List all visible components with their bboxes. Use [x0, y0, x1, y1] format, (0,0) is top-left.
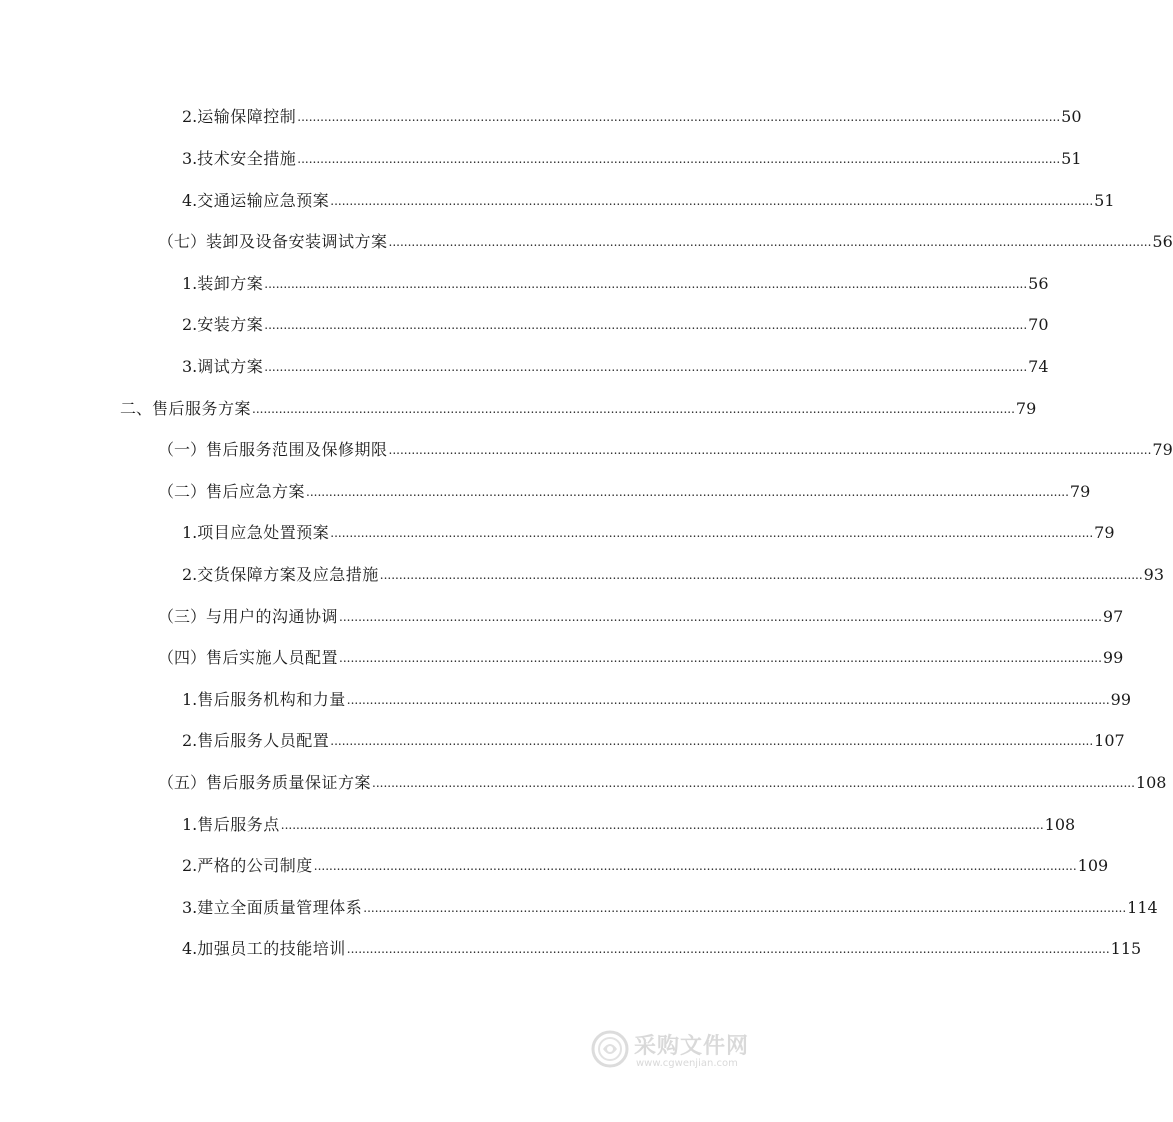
toc-entry-page: 70	[1028, 315, 1049, 334]
toc-entry[interactable]	[182, 888, 1158, 928]
toc-entry-page: 79	[1015, 399, 1037, 418]
toc-entry-number: （二）	[158, 482, 207, 501]
toc-entry-page: 56	[1152, 232, 1173, 251]
toc-leader-dots: ........................................................................................................................................................................................................	[330, 734, 1094, 748]
toc-entry-number: 2.	[182, 565, 198, 584]
toc-entry-page: 79	[1069, 482, 1091, 501]
toc-leader-dots: ........................................................................................................................................................................................................	[388, 443, 1152, 457]
toc-entry[interactable]	[182, 680, 1132, 720]
toc-entry-page: 56	[1028, 274, 1049, 293]
toc-entry-title: 与用户的沟通协调	[206, 607, 339, 626]
toc-entry[interactable]	[158, 222, 1173, 262]
toc-entry[interactable]	[182, 305, 1049, 345]
toc-entry-number: 2.	[182, 731, 198, 750]
toc-entry-page: 79	[1094, 523, 1115, 542]
toc-entry-title: 交货保障方案及应急措施	[197, 565, 379, 584]
toc-entry[interactable]	[182, 97, 1082, 137]
toc-leader-dots: ........................................................................................................................................................................................................	[306, 485, 1069, 499]
toc-entry-number: （四）	[158, 648, 207, 667]
toc-leader-dots: ........................................................................................................................................................................................................	[346, 942, 1110, 956]
watermark-url: www.cgwenjian.com	[636, 1058, 738, 1069]
toc-entry[interactable]	[158, 638, 1124, 678]
toc-entry[interactable]	[158, 472, 1091, 512]
toc-entry-page: 108	[1044, 815, 1076, 834]
toc-entry-title: 安装方案	[197, 315, 264, 334]
toc-entry-title: 运输保障控制	[197, 107, 297, 126]
toc-entry[interactable]	[182, 347, 1049, 387]
toc-leader-dots: ........................................................................................................................................................................................................	[330, 194, 1094, 208]
toc-entry-title: 售后应急方案	[206, 482, 306, 501]
toc-leader-dots: ........................................................................................................................................................................................................	[297, 110, 1061, 124]
toc-entry-title: 售后服务机构和力量	[197, 690, 346, 709]
toc-entry-title: 技术安全措施	[197, 149, 297, 168]
toc-entry-number: （五）	[158, 773, 207, 792]
toc-leader-dots: ........................................................................................................................................................................................................	[297, 152, 1061, 166]
toc-entry-number: 1.	[182, 523, 198, 542]
toc-leader-dots: ........................................................................................................................................................................................................	[372, 776, 1135, 790]
toc-entry-page: 50	[1061, 107, 1082, 126]
toc-entry-title: 装卸及设备安装调试方案	[206, 232, 388, 251]
toc-entry-number: 2.	[182, 315, 198, 334]
toc-entry-title: 售后服务人员配置	[197, 731, 330, 750]
toc-entry-page: 115	[1110, 939, 1142, 958]
toc-entry-title: 严格的公司制度	[197, 856, 313, 875]
toc-leader-dots: ........................................................................................................................................................................................................	[339, 651, 1102, 665]
toc-entry-page: 97	[1102, 607, 1124, 626]
toc-entry-title: 售后实施人员配置	[206, 648, 339, 667]
toc-leader-dots: ........................................................................................................................................................................................................	[379, 568, 1143, 582]
toc-entry-page: 51	[1094, 191, 1115, 210]
toc-entry-page: 93	[1143, 565, 1165, 584]
toc-entry-page: 99	[1110, 690, 1132, 709]
toc-entry[interactable]	[182, 264, 1049, 304]
toc-entry[interactable]	[158, 597, 1124, 637]
toc-entry[interactable]	[182, 513, 1115, 553]
watermark-name: 采购文件网	[634, 1034, 750, 1059]
toc-entry-number: 二、	[120, 399, 153, 418]
toc-entry-number: 4.	[182, 191, 198, 210]
toc-entry[interactable]	[182, 846, 1109, 886]
toc-leader-dots: ........................................................................................................................................................................................................	[264, 360, 1028, 374]
toc-entry-title: 售后服务范围及保修期限	[206, 440, 388, 459]
toc-entry-title: 调试方案	[197, 357, 264, 376]
toc-entry-title: 售后服务方案	[152, 399, 252, 418]
caigou-logo-icon	[590, 1029, 630, 1069]
toc-leader-dots: ........................................................................................................................................................................................................	[339, 610, 1102, 624]
toc-entry-page: 79	[1152, 440, 1173, 459]
toc-entry-title: 加强员工的技能培训	[197, 939, 346, 958]
toc-entry[interactable]	[120, 389, 1037, 429]
toc-entry[interactable]	[182, 721, 1125, 761]
toc-entry-number: 2.	[182, 856, 198, 875]
toc-leader-dots: ........................................................................................................................................................................................................	[388, 235, 1152, 249]
toc-entry-number: （七）	[158, 232, 207, 251]
toc-entry-number: （一）	[158, 440, 207, 459]
toc-leader-dots: ........................................................................................................................................................................................................	[264, 318, 1028, 332]
toc-entry[interactable]	[182, 805, 1076, 845]
toc-entry[interactable]	[182, 139, 1082, 179]
toc-entry-title: 售后服务点	[197, 815, 280, 834]
toc-entry[interactable]	[182, 181, 1115, 221]
toc-entry[interactable]	[182, 929, 1142, 969]
toc-entry-number: 1.	[182, 274, 198, 293]
toc-leader-dots: ........................................................................................................................................................................................................	[363, 901, 1127, 915]
toc-entry-page: 114	[1127, 898, 1158, 917]
toc-leader-dots: ........................................................................................................................................................................................................	[280, 818, 1044, 832]
toc-leader-dots: ........................................................................................................................................................................................................	[330, 526, 1094, 540]
toc-entry-number: 4.	[182, 939, 198, 958]
toc-leader-dots: ........................................................................................................................................................................................................	[252, 402, 1015, 416]
toc-entry[interactable]	[158, 430, 1173, 470]
toc-entry-title: 项目应急处置预案	[197, 523, 330, 542]
toc-entry-title: 交通运输应急预案	[197, 191, 330, 210]
toc-entry-number: 2.	[182, 107, 198, 126]
toc-leader-dots: ........................................................................................................................................................................................................	[264, 277, 1028, 291]
toc-entry-page: 74	[1028, 357, 1049, 376]
toc-entry-page: 108	[1135, 773, 1167, 792]
toc-entry-number: 1.	[182, 815, 198, 834]
toc-entry[interactable]	[158, 763, 1167, 803]
watermark	[590, 1027, 760, 1077]
toc-entry-page: 51	[1061, 149, 1082, 168]
toc-leader-dots: ........................................................................................................................................................................................................	[346, 693, 1110, 707]
toc-entry-title: 售后服务质量保证方案	[206, 773, 372, 792]
toc-entry-number: 1.	[182, 690, 198, 709]
toc-entry-number: 3.	[182, 898, 198, 917]
toc-entry-number: （三）	[158, 607, 207, 626]
toc-entry-page: 107	[1094, 731, 1125, 750]
toc-entry-number: 3.	[182, 357, 198, 376]
toc-entry-page: 109	[1077, 856, 1109, 875]
toc-entry-page: 99	[1102, 648, 1124, 667]
toc-entry[interactable]	[182, 555, 1165, 595]
toc-leader-dots: ........................................................................................................................................................................................................	[313, 859, 1077, 873]
toc-entry-title: 装卸方案	[197, 274, 264, 293]
toc-entry-number: 3.	[182, 149, 198, 168]
toc-entry-title: 建立全面质量管理体系	[197, 898, 363, 917]
